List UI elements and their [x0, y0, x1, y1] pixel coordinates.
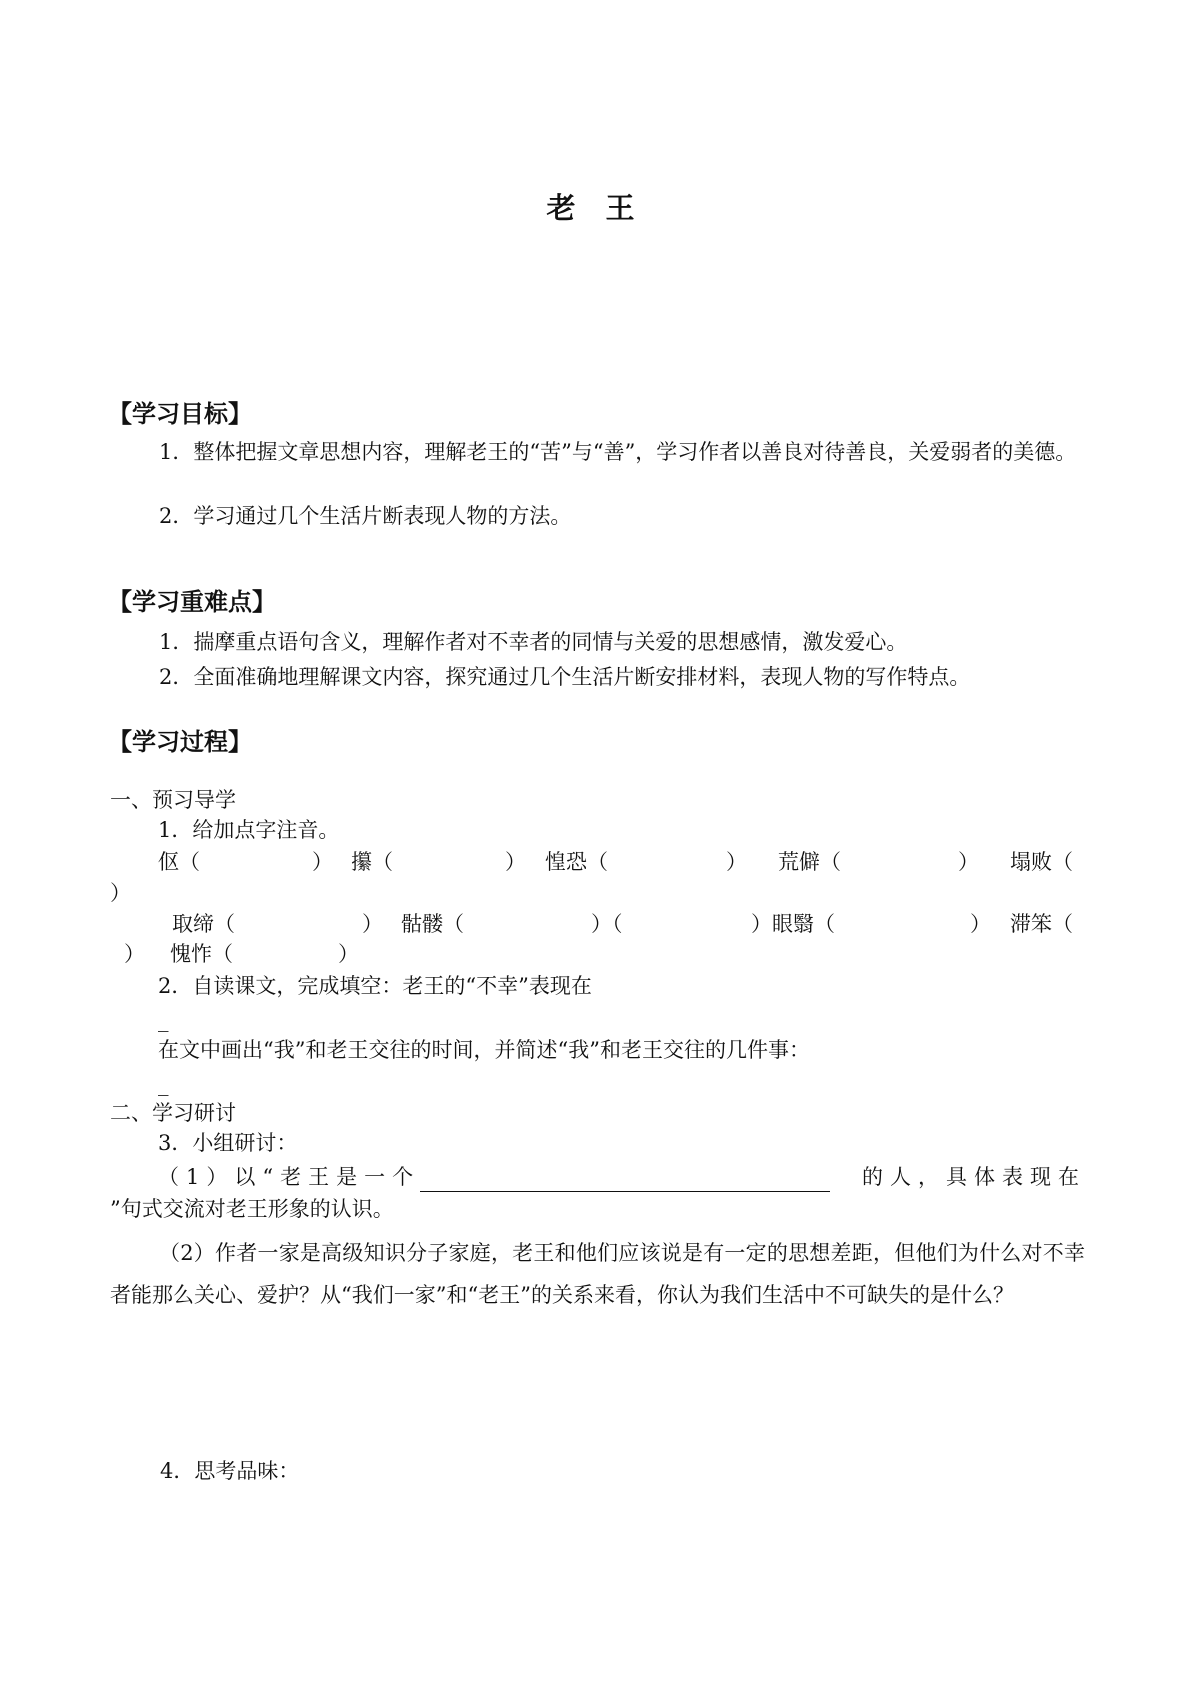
pinyin-word: ）眼翳（: [751, 912, 835, 936]
pinyin-word: 伛（: [158, 850, 200, 874]
objective-item-2: 2．学习通过几个生活片断表现人物的方法。: [159, 504, 572, 528]
pinyin-close: ）: [362, 912, 383, 936]
pinyin-word: 荒僻（: [778, 850, 841, 874]
objectives-heading: 【学习目标】: [108, 400, 252, 428]
question-2-answer-mark: _: [158, 1008, 169, 1032]
sub1-continuation: ”句式交流对老王形象的认识。: [110, 1197, 394, 1221]
question-4: 4．思考品味：: [160, 1459, 300, 1483]
question-2b-answer-mark: _: [158, 1072, 169, 1096]
pinyin-close: ）: [726, 850, 747, 874]
question-2: 2．自读课文，完成填空：老王的“不幸”表现在: [158, 974, 592, 998]
pinyin-row-2: [0, 908, 1191, 938]
question-3-sub-2: （2）作者一家是高级知识分子家庭，老王和他们应该说是有一定的思想差距，但他们为什么对不幸者能那么关心、爱护？从“我们一家”和“老王”的关系来看，你认为我们生活中不可缺失的是什么？: [110, 1241, 1085, 1307]
pinyin-row-1: [0, 846, 1191, 876]
pinyin-word: 惶恐（: [545, 850, 608, 874]
key-points-heading: 【学习重难点】: [108, 588, 276, 616]
key-point-item-2: 2．全面准确地理解课文内容，探究通过几个生活片断安排材料，表现人物的写作特点。: [159, 665, 971, 689]
question-2b: 在文中画出“我”和老王交往的时间，并简述“我”和老王交往的几件事：: [158, 1038, 810, 1062]
question-3: 3．小组研讨：: [158, 1131, 298, 1155]
pinyin-close: ）: [505, 850, 526, 874]
pinyin-word: 滞笨（: [1010, 912, 1073, 936]
process-heading: 【学习过程】: [108, 728, 252, 756]
pinyin-close: ）（: [591, 912, 623, 936]
key-point-item-1: 1．揣摩重点语句含义，理解作者对不幸者的同情与关爱的思想感情，激发爱心。: [159, 630, 908, 654]
part1-label: 一、预习导学: [110, 788, 236, 812]
pinyin-close: ）: [312, 850, 333, 874]
pinyin-word: 愧怍（: [170, 942, 233, 966]
pinyin-word: 塌败（: [1010, 850, 1073, 874]
sub1-start: （1）以“老王是一个: [158, 1165, 421, 1189]
pinyin-row-1-wrap: ）: [110, 881, 131, 905]
pinyin-close: ）: [970, 912, 991, 936]
pinyin-word: 攥（: [351, 850, 393, 874]
question-1: 1．给加点字注音。: [158, 818, 340, 842]
pinyin-word: 取缔（: [172, 912, 235, 936]
pinyin-close: ）: [338, 942, 359, 966]
pinyin-close: ）: [958, 850, 979, 874]
pinyin-word: 骷髅（: [401, 912, 464, 936]
answer-blank[interactable]: [420, 1169, 830, 1192]
sub1-end: 的人，具体表现在: [862, 1165, 1086, 1189]
page-title: 老 王: [546, 191, 645, 225]
pinyin-row-3: [0, 938, 1191, 968]
part2-label: 二、学习研讨: [110, 1101, 236, 1125]
question-3-sub-1: [158, 1162, 1086, 1192]
pinyin-close: ）: [124, 942, 145, 966]
objective-item-1: 1．整体把握文章思想内容，理解老王的“苦”与“善”，学习作者以善良对待善良，关爱弱者的美德。: [159, 440, 1077, 464]
